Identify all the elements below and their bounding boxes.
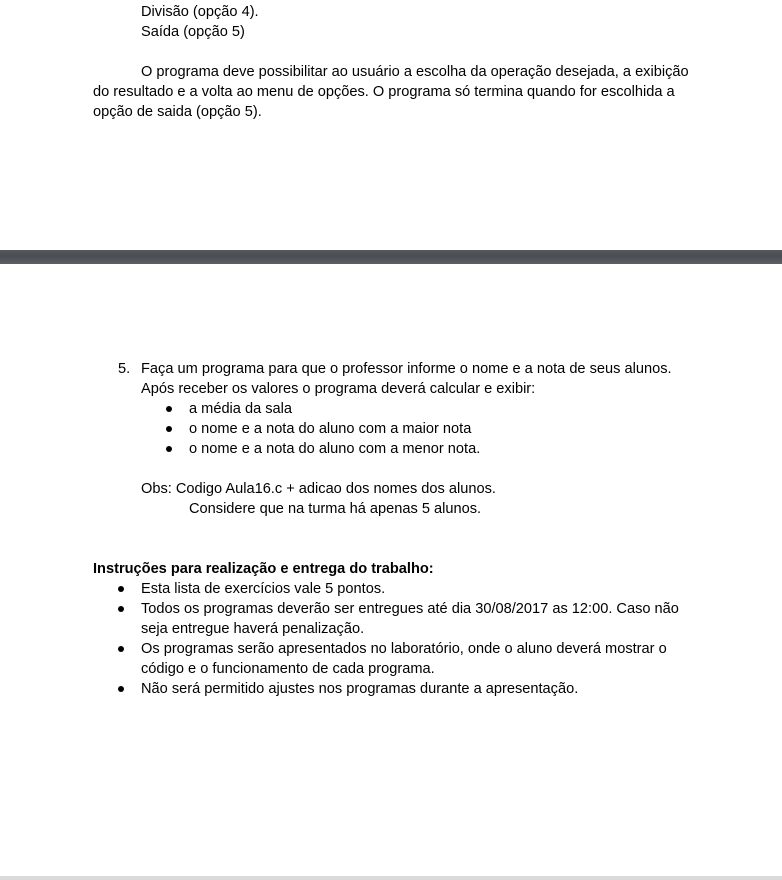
exercise-bullet-item: o nome e a nota do aluno com a menor nota. bbox=[189, 441, 481, 457]
instruction-item: Esta lista de exercícios vale 5 pontos. bbox=[141, 581, 386, 597]
bullet-icon bbox=[118, 686, 124, 692]
exercise-bullet-item: a média da sala bbox=[189, 401, 293, 417]
page-bottom-edge bbox=[0, 876, 782, 880]
exercise-obs-note: Considere que na turma há apenas 5 alunos. bbox=[189, 501, 482, 517]
paragraph-line: opção de saida (opção 5). bbox=[93, 104, 262, 120]
bullet-icon bbox=[118, 606, 124, 612]
page-separator bbox=[0, 250, 782, 264]
exercise-statement-line: Após receber os valores o programa deverá calcular e exibir: bbox=[141, 381, 536, 397]
menu-option-exit: Saída (opção 5) bbox=[141, 24, 245, 40]
document-page-1 bbox=[0, 0, 782, 250]
bullet-icon bbox=[118, 646, 124, 652]
document-page-2 bbox=[0, 264, 782, 876]
bullet-icon bbox=[166, 446, 172, 452]
instruction-item: Não será permitido ajustes nos programas durante a apresentação. bbox=[141, 681, 579, 697]
instruction-item: Todos os programas deverão ser entregues até dia 30/08/2017 as 12:00. Caso não bbox=[141, 601, 679, 617]
bullet-icon bbox=[166, 426, 172, 432]
exercise-statement-line: Faça um programa para que o professor informe o nome e a nota de seus alunos. bbox=[141, 361, 672, 377]
bullet-icon bbox=[118, 586, 124, 592]
instructions-heading: Instruções para realização e entrega do trabalho: bbox=[93, 561, 434, 577]
menu-option-division: Divisão (opção 4). bbox=[141, 4, 259, 20]
exercise-number: 5. bbox=[118, 361, 131, 377]
paragraph-line: do resultado e a volta ao menu de opções. O programa só termina quando for escolhida a bbox=[93, 84, 675, 100]
instruction-item-continuation: código e o funcionamento de cada programa. bbox=[141, 661, 435, 677]
bullet-icon bbox=[166, 406, 172, 412]
paragraph-line: O programa deve possibilitar ao usuário a escolha da operação desejada, a exibição bbox=[141, 64, 689, 80]
instruction-item-continuation: seja entregue haverá penalização. bbox=[141, 621, 365, 637]
exercise-bullet-item: o nome e a nota do aluno com a maior nota bbox=[189, 421, 472, 437]
exercise-obs: Obs: Codigo Aula16.c + adicao dos nomes dos alunos. bbox=[141, 481, 496, 497]
instruction-item: Os programas serão apresentados no laboratório, onde o aluno deverá mostrar o bbox=[141, 641, 667, 657]
